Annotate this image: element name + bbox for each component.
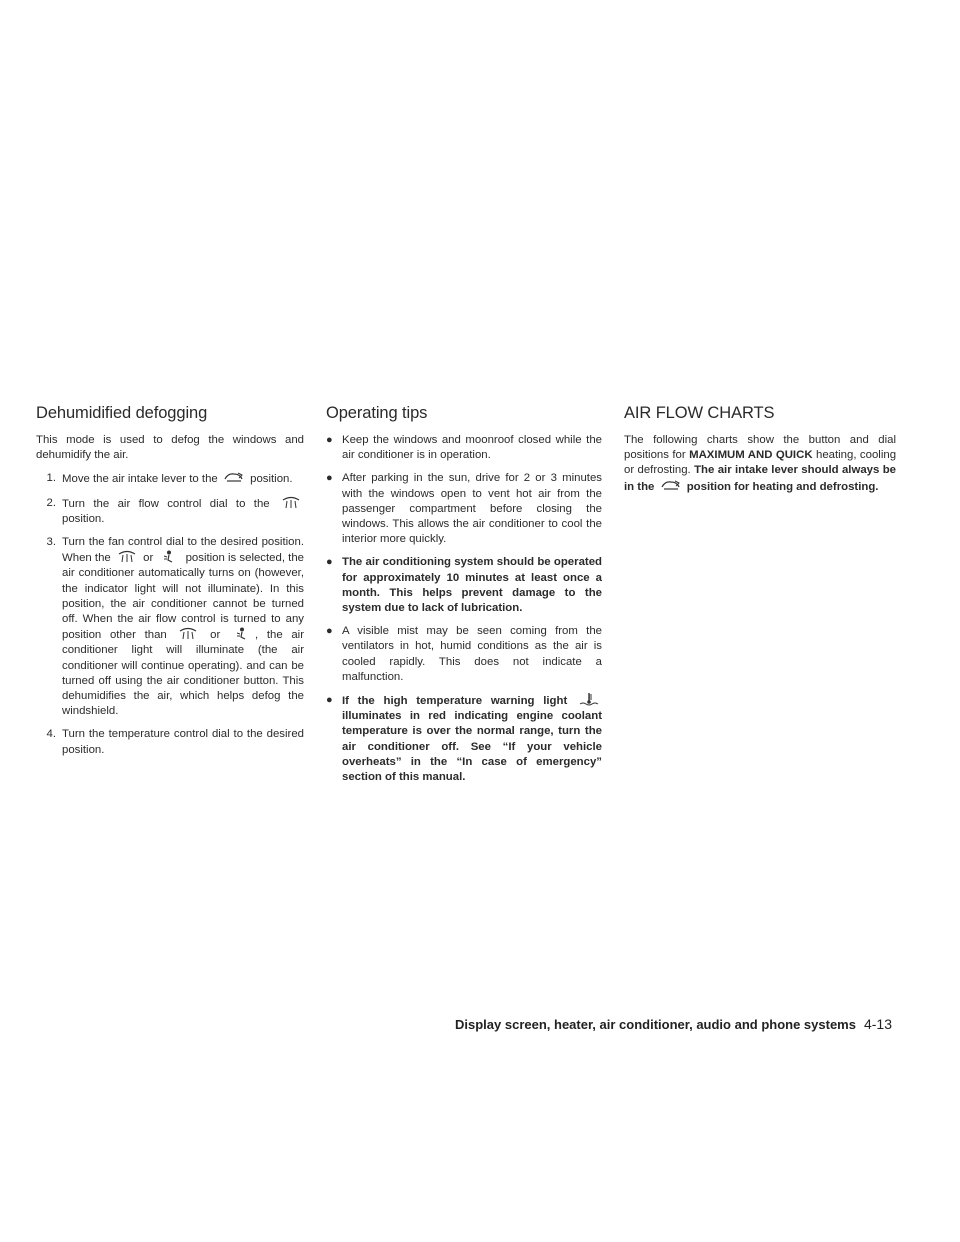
bullet-icon: ●: [326, 694, 333, 707]
step-1: 1. Move the air intake lever to the position.: [46, 472, 293, 486]
bullet-icon: ●: [326, 556, 333, 569]
outside-air-icon: [660, 479, 682, 491]
section-title-operating-tips: Operating tips: [326, 404, 428, 422]
air-flow-text: The following charts show the button and dial positions for MAXIMUM AND QUICK heating, cooling or defrosting. The air intake lever should always be in the position for heating and defrosting.: [624, 434, 897, 493]
bullet-icon: ●: [326, 625, 333, 638]
steps-list: [36, 471, 304, 757]
page-number: 4-13: [863, 1016, 892, 1032]
defrost-foot-icon: [158, 550, 180, 562]
bullet-icon: ●: [326, 434, 333, 446]
page-footer: [392, 1016, 892, 1032]
step-2: 2. Turn the air flow control dial to the position.: [36, 496, 304, 527]
column-dehumidified-defogging: [36, 404, 304, 766]
tip-item: ● If the high temperature warning light illuminates in red indicating engine coolant temperature is over the normal range, turn the air conditioner off. See “If your vehicle overheats” in the “In case of emergency” section of this manual.: [326, 694, 602, 784]
tip-item: ● The air conditioning system should be operated for approximately 10 minutes at least once a month. This helps prevent damage to the system due to lack of lubrication.: [326, 556, 602, 615]
temperature-warning-icon: [578, 693, 600, 705]
defrost-icon: [177, 627, 199, 639]
section-title-air-flow-charts: AIR FLOW CHARTS: [624, 404, 775, 422]
column-air-flow-charts: [624, 404, 896, 495]
bullet-icon: ●: [326, 472, 333, 485]
tip-item: ● After parking in the sun, drive for 2 or 3 minutes with the windows open to vent hot air from the passenger compartment before closing the windows. This allows the air conditioner to cool the interior more quickly.: [326, 472, 602, 546]
tip-item: ● Keep the windows and moonroof closed while the air conditioner is in operation.: [326, 434, 602, 462]
step-3: 3. Turn the fan control dial to the desired position. When the or position is selected, the air conditioner automatically turns on (however, the indicator light will not illuminate). In this position, the air conditioner cannot be turned off. When the air flow control is turned to any position other than or , the air conditioner light will illuminate (the air conditioner will continue operating). and can be turned off using the air conditioner button. This dehumidifies the air, which helps defog the windshield.: [46, 536, 304, 718]
intro-text: This mode is used to defog the windows and dehumidify the air.: [36, 434, 304, 462]
footer-chapter-title: Display screen, heater, air conditioner, audio and phone systems: [455, 1017, 856, 1032]
step-4: 4. Turn the temperature control dial to the desired position.: [46, 728, 304, 756]
section-title-dehumidified-defogging: Dehumidified defogging: [36, 404, 208, 422]
tip-item: ● A visible mist may be seen coming from the ventilators in hot, humid conditions as the air is cooled rapidly. This does not indicate a malfunction.: [326, 625, 602, 683]
defrost-foot-icon: [231, 627, 253, 639]
defrost-icon: [280, 496, 302, 508]
defrost-icon: [116, 550, 138, 562]
outside-air-icon: [223, 471, 245, 483]
column-operating-tips: [326, 404, 602, 793]
tips-list: [326, 433, 602, 785]
